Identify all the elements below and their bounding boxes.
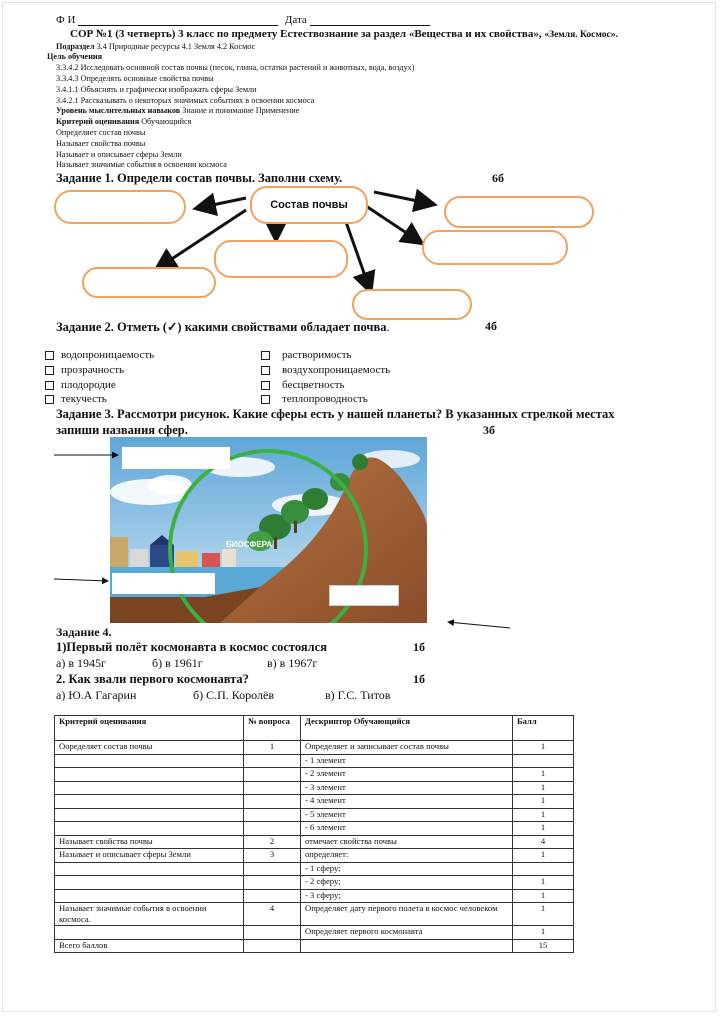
cell-descriptor: - 3 сферу; <box>301 889 513 903</box>
cell-question-no <box>244 862 301 876</box>
cell-criterion <box>55 754 244 768</box>
header-score: Балл <box>513 716 574 741</box>
answer-oval-2[interactable] <box>444 196 594 228</box>
checkbox[interactable] <box>261 351 270 360</box>
task4-title: Задание 4. <box>56 625 112 639</box>
cell-criterion: Всего баллов <box>55 939 244 953</box>
cell-score: 1 <box>513 889 574 903</box>
cell-question-no <box>244 876 301 890</box>
task2-title: Задание 2. Отметь (✓) какими свойствами обладает почва. <box>56 320 390 334</box>
cell-question-no <box>244 939 301 953</box>
checkbox[interactable] <box>45 351 54 360</box>
table-row <box>55 754 574 768</box>
fio-label: Ф И <box>56 14 76 26</box>
subsection-line: Подраздел 3.4 Природные ресурсы 4.1 Земля 4.2 Космос <box>56 42 256 51</box>
q1-option-a[interactable]: а) в 1945г <box>56 656 106 670</box>
cell-criterion <box>55 808 244 822</box>
cell-score <box>513 862 574 876</box>
cell-descriptor: - 1 сферу; <box>301 862 513 876</box>
cell-descriptor: - 1 элемент <box>301 754 513 768</box>
goal-item: 3.4.1.1 Объяснять и графически изображать сферы Земли <box>56 85 257 94</box>
cell-criterion <box>55 862 244 876</box>
cell-descriptor: - 2 элемент <box>301 768 513 782</box>
cell-question-no <box>244 808 301 822</box>
cell-score: 1 <box>513 903 574 926</box>
cell-criterion: Называет значимые события в освоении космоса. <box>55 903 244 926</box>
table-row <box>55 795 574 809</box>
option-row[interactable]: текучесть <box>45 393 107 405</box>
task3-title-line2: запиши названия сфер. <box>56 423 188 437</box>
cell-score: 1 <box>513 741 574 755</box>
task3-arrows <box>0 440 720 640</box>
cell-criterion: Называет и описывает сферы Земли <box>55 849 244 863</box>
table-row <box>55 889 574 903</box>
table-row <box>55 822 574 836</box>
cell-descriptor: - 5 элемент <box>301 808 513 822</box>
checkbox[interactable] <box>261 395 270 404</box>
arrow <box>346 222 370 290</box>
checkbox[interactable] <box>45 395 54 404</box>
cell-criterion <box>55 768 244 782</box>
question-2-score: 1б <box>413 672 425 686</box>
table-row <box>55 781 574 795</box>
cell-question-no <box>244 822 301 836</box>
task1-title: Задание 1. Определи состав почвы. Заполни схему. <box>56 171 343 185</box>
cell-score: 1 <box>513 849 574 863</box>
q2-option-b[interactable]: б) С.П. Королёв <box>193 688 274 702</box>
table-row <box>55 849 574 863</box>
cell-score: 1 <box>513 926 574 940</box>
date-blank[interactable] <box>310 15 430 26</box>
cell-descriptor: - 3 элемент <box>301 781 513 795</box>
table-row <box>55 939 574 953</box>
cell-criterion <box>55 889 244 903</box>
cell-question-no <box>244 889 301 903</box>
cell-score: 1 <box>513 795 574 809</box>
answer-oval-6[interactable] <box>352 289 472 320</box>
soil-composition-center: Состав почвы <box>250 186 368 224</box>
cell-criterion <box>55 822 244 836</box>
table-row <box>55 835 574 849</box>
checkbox[interactable] <box>261 381 270 390</box>
cell-question-no <box>244 926 301 940</box>
checkbox[interactable] <box>45 366 54 375</box>
task3-title-line1: Задание 3. Рассмотри рисунок. Какие сферы есть у нашей планеты? В указанных стрелкой местах <box>56 407 615 421</box>
question-2: 2. Как звали первого космонавта? <box>56 672 249 686</box>
criteria-item: Называет значимые события в освоении космоса <box>56 160 227 169</box>
task3-score: 3б <box>483 423 495 437</box>
cell-descriptor: - 4 элемент <box>301 795 513 809</box>
rubric-body <box>55 741 574 953</box>
option-row[interactable]: водопроницаемость <box>45 349 154 361</box>
criteria-item: Определяет состав почвы <box>56 128 146 137</box>
arrow <box>198 198 246 208</box>
goal-label: Цель обучения <box>47 52 103 61</box>
cell-score: 1 <box>513 781 574 795</box>
cell-descriptor: определяет: <box>301 849 513 863</box>
cell-question-no <box>244 768 301 782</box>
cell-criterion <box>55 781 244 795</box>
cell-score <box>513 754 574 768</box>
q1-option-b[interactable]: б) в 1961г <box>152 656 203 670</box>
cell-score: 1 <box>513 768 574 782</box>
cell-question-no <box>244 754 301 768</box>
cell-criterion: Называет свойства почвы <box>55 835 244 849</box>
biosphere-label: БИОСФЕРА <box>226 540 273 549</box>
table-row <box>55 903 574 926</box>
cell-descriptor: отмечает свойства почвы <box>301 835 513 849</box>
cell-question-no: 1 <box>244 741 301 755</box>
cell-criterion: Ооределяет состав почвы <box>55 741 244 755</box>
cell-question-no <box>244 781 301 795</box>
q2-option-c[interactable]: в) Г.С. Титов <box>325 688 391 702</box>
option-row[interactable]: теплопроводность <box>261 393 368 405</box>
checkbox[interactable] <box>45 381 54 390</box>
cell-question-no <box>244 795 301 809</box>
option-row[interactable]: растворимость <box>261 349 352 361</box>
arrow <box>366 206 420 242</box>
cell-question-no: 2 <box>244 835 301 849</box>
table-row <box>55 926 574 940</box>
cell-criterion <box>55 926 244 940</box>
cell-question-no: 4 <box>244 903 301 926</box>
question-1: 1)Первый полёт космонавта в космос состоялся <box>56 640 327 654</box>
cell-criterion <box>55 876 244 890</box>
q1-option-c[interactable]: в) в 1967г <box>267 656 318 670</box>
table-row <box>55 862 574 876</box>
checkbox[interactable] <box>261 366 270 375</box>
cell-descriptor: Определяет дату первого полета в космос человеком <box>301 903 513 926</box>
date-label: Дата <box>284 14 307 26</box>
cell-descriptor <box>301 939 513 953</box>
criteria-item: Называет и описывает сферы Земли <box>56 150 182 159</box>
option-row[interactable]: прозрачность <box>45 364 124 376</box>
table-row <box>55 741 574 755</box>
cell-score: 1 <box>513 876 574 890</box>
cell-descriptor: - 2 сферу; <box>301 876 513 890</box>
cell-score: 4 <box>513 835 574 849</box>
skills-line: Уровень мыслительных навыков Знание и понимание Применение <box>56 106 300 115</box>
option-row[interactable]: бесцветность <box>261 379 345 391</box>
cell-question-no: 3 <box>244 849 301 863</box>
criteria-line: Критерий оценивания Обучающийся <box>56 117 192 126</box>
question-1-score: 1б <box>413 640 425 654</box>
cell-descriptor: Определяет и записывает состав почвы <box>301 741 513 755</box>
goal-item: 3.3.4.3 Определять основные свойства почвы <box>56 74 214 83</box>
cell-descriptor: Определяет первого космонавта <box>301 926 513 940</box>
name-date-line <box>56 14 430 26</box>
answer-oval-1[interactable] <box>54 190 186 224</box>
answer-oval-3[interactable] <box>214 240 348 278</box>
cell-criterion <box>55 795 244 809</box>
document-title: СОР №1 (3 четверть) 3 класс по предмету Естествознание за раздел «Вещества и их свойства», «Земля. Космос». <box>70 28 618 40</box>
task1-score: 6б <box>492 171 504 185</box>
option-row[interactable]: воздухопроницаемость <box>261 364 390 376</box>
arrow <box>374 192 432 204</box>
fio-blank[interactable] <box>78 15 278 26</box>
rubric-table <box>54 715 574 953</box>
answer-oval-4[interactable] <box>422 230 568 265</box>
criteria-item: Называет свойства почвы <box>56 139 146 148</box>
task2-score: 4б <box>485 319 497 333</box>
header-criterion: Критерий оценивания <box>55 716 244 741</box>
cell-score: 1 <box>513 822 574 836</box>
header-question-no: № вопроса <box>244 716 301 741</box>
table-row <box>55 768 574 782</box>
cell-score: 1 <box>513 808 574 822</box>
answer-oval-5[interactable] <box>82 267 216 298</box>
goal-item: 3.3.4.2 Исследовать основной состав почвы (песок, глина, остатки растений и животных, вода, воздух) <box>56 63 415 72</box>
q2-option-a[interactable]: а) Ю.А Гагарин <box>56 688 137 702</box>
goal-item: 3.4.2.1 Рассказывать о некоторых значимых событиях в освоении космоса <box>56 96 315 105</box>
table-row <box>55 808 574 822</box>
header-descriptor: Дескриптор Обучающийся <box>301 716 513 741</box>
cell-descriptor: - 6 элемент <box>301 822 513 836</box>
table-row <box>55 876 574 890</box>
option-row[interactable]: плодородие <box>45 379 116 391</box>
cell-score: 15 <box>513 939 574 953</box>
table-header-row <box>55 716 574 741</box>
